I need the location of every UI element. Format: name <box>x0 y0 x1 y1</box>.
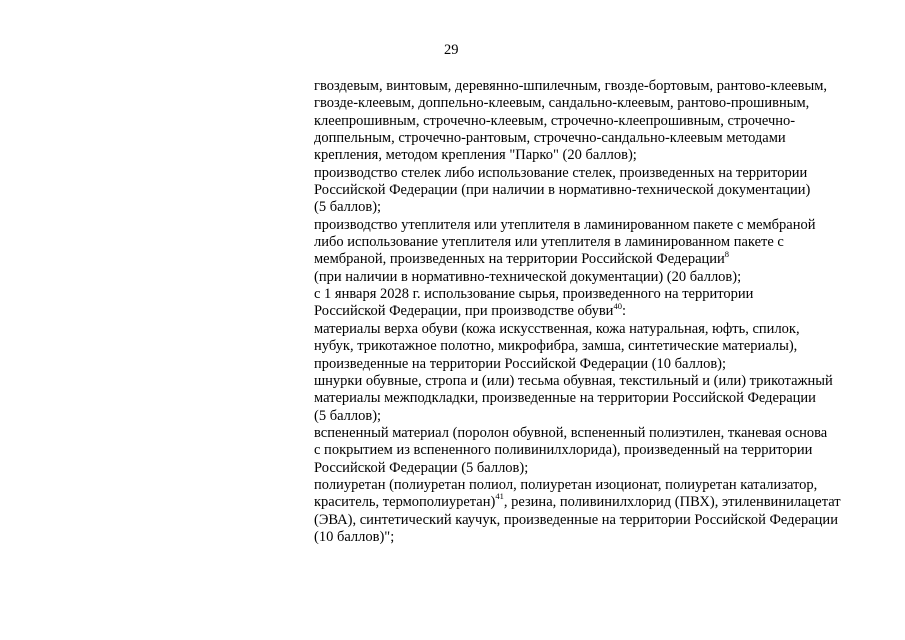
text-line-content: краситель, термополиуретан) <box>314 494 496 511</box>
text-line-continuation: , резина, поливинилхлорид (ПВХ), этиленвинилацетат <box>503 494 841 511</box>
text-line <box>314 477 874 494</box>
text-line-content: (5 баллов); <box>314 407 382 424</box>
text-line-content: шнурки обувные, стропа и (или) тесьма обувная, текстильный и (или) трикотажный <box>314 372 833 389</box>
text-line <box>314 373 874 390</box>
text-line-content: (10 баллов)"; <box>314 528 395 545</box>
text-line <box>314 390 874 407</box>
text-line-content: Российской Федерации, при производстве обуви <box>314 303 614 320</box>
text-line <box>314 165 874 182</box>
text-line-content: гвоздевым, винтовым, деревянно-шпилечным, гвозде-бортовым, рантово-клеевым, <box>314 78 828 94</box>
text-line <box>314 338 874 355</box>
text-line <box>314 512 874 529</box>
text-line-content: либо использование утеплителя или утеплителя в ламинированном пакете с <box>314 234 784 251</box>
text-line <box>314 78 874 95</box>
text-line <box>314 529 874 546</box>
text-line-content: мембраной, произведенных на территории Российской Федерации <box>314 251 725 268</box>
text-line <box>314 248 874 268</box>
text-line-content: произведенные на территории Российской Федерации (10 баллов); <box>314 355 727 372</box>
text-line <box>314 95 874 112</box>
text-line-content: Российской Федерации (5 баллов); <box>314 459 529 476</box>
footnote-reference: 8 <box>724 248 730 259</box>
text-line-content: вспененный материал (поролон обувной, вспененный полиэтилен, тканевая основа <box>314 424 828 441</box>
text-line-content: с 1 января 2028 г. использование сырья, произведенного на территории <box>314 286 754 303</box>
text-line-content: (при наличии в нормативно-технической документации) (20 баллов); <box>314 268 742 285</box>
text-line <box>314 113 874 130</box>
text-line <box>314 321 874 338</box>
text-line <box>314 130 874 147</box>
text-line-content: производство стелек либо использование стелек, произведенных на территории <box>314 164 808 181</box>
text-line <box>314 234 874 251</box>
text-line <box>314 269 874 286</box>
text-line <box>314 182 874 199</box>
text-line <box>314 442 874 459</box>
text-line <box>314 460 874 477</box>
footnote-reference: 40 <box>613 300 622 311</box>
text-line <box>314 286 874 303</box>
text-line-content: гвозде-клеевым, доппельно-клеевым, сандально-клеевым, рантово-прошивным, <box>314 95 810 112</box>
text-line-content: материалы верха обуви (кожа искусственная, кожа натуральная, юфть, спилок, <box>314 320 800 337</box>
footnote-reference: 41 <box>495 491 504 502</box>
text-line <box>314 217 874 234</box>
text-line-content: (ЭВА), синтетический каучук, произведенные на территории Российской Федерации <box>314 511 838 528</box>
text-line <box>314 147 874 164</box>
page-number: 29 <box>444 42 459 58</box>
text-line-content: полиуретан (полиуретан полиол, полиуретан изоционат, полиуретан катализатор, <box>314 476 818 493</box>
text-line <box>314 199 874 216</box>
text-line <box>314 300 874 320</box>
text-line-content: Российской Федерации (при наличии в нормативно-технической документации) <box>314 182 811 199</box>
text-line <box>314 491 874 511</box>
text-line-content: (5 баллов); <box>314 199 382 216</box>
text-line-content: доппельным, строчечно-рантовым, строчечно-сандально-клеевым методами <box>314 130 786 147</box>
text-line-content: с покрытием из вспененного поливинилхлорида), произведенный на территории <box>314 442 813 459</box>
text-line-content: клеепрошивным, строчечно-клеевым, строчечно-клеепрошивным, строчечно- <box>314 112 796 129</box>
document-body <box>314 78 874 546</box>
text-line-content: производство утеплителя или утеплителя в ламинированном пакете с мембраной <box>314 216 816 233</box>
text-line <box>314 425 874 442</box>
text-line-content: материалы межподкладки, произведенные на территории Российской Федерации <box>314 390 816 407</box>
text-line-content: нубук, трикотажное полотно, микрофибра, замша, синтетические материалы), <box>314 338 798 355</box>
text-line <box>314 356 874 373</box>
text-line <box>314 408 874 425</box>
text-line-content: крепления, методом крепления "Парко" (20 баллов); <box>314 147 637 164</box>
text-line-continuation: : <box>621 303 626 320</box>
